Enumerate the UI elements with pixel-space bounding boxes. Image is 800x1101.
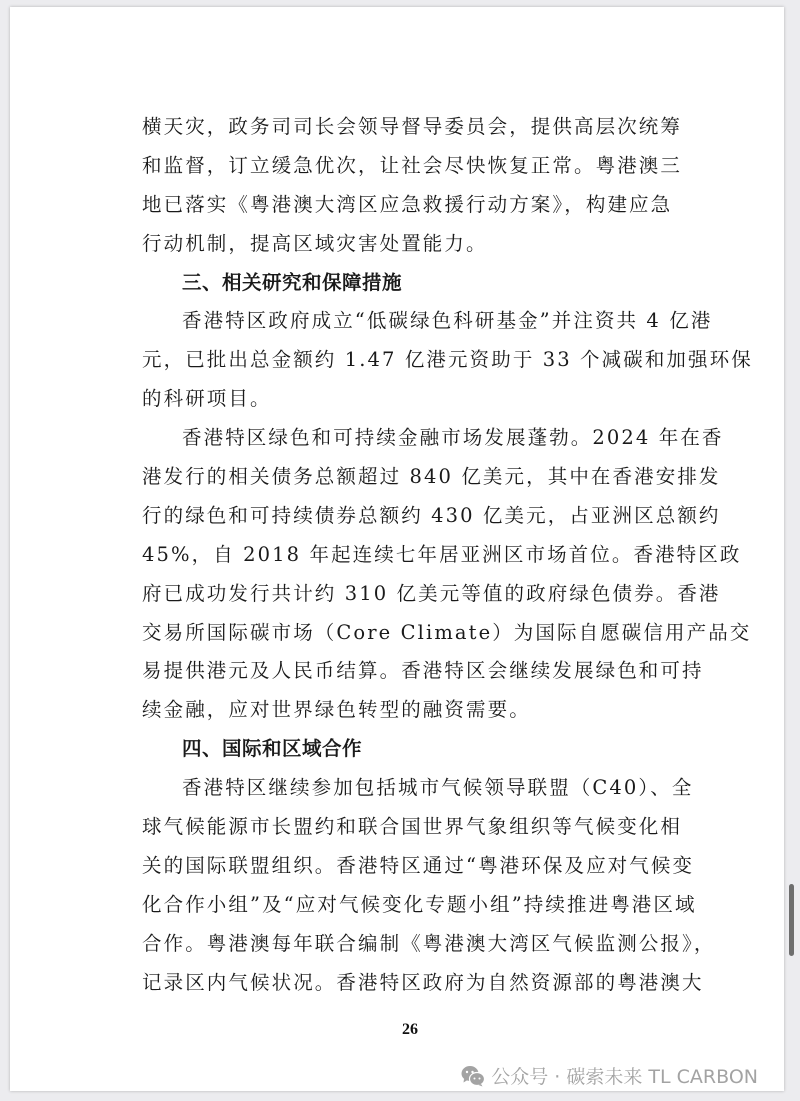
section-heading: 四、国际和区域合作 xyxy=(182,737,363,761)
text-line: 和监督，订立缓急优次，让社会尽快恢复正常。粤港澳三 xyxy=(142,153,683,177)
text-line: 合作。粤港澳每年联合编制《粤港澳大湾区气候监测公报》， xyxy=(142,931,716,955)
text-line: 续金融，应对世界绿色转型的融资需要。 xyxy=(142,698,531,722)
text-line: 横天灾，政务司司长会领导督导委员会，提供高层次统筹 xyxy=(142,115,683,138)
text-line: 行的绿色和可持续债券总额约 430 亿美元，占亚洲区总额约 xyxy=(142,503,721,527)
text-line: 交易所国际碳市场（Core Climate）为国际自愿碳信用产品交 xyxy=(142,620,752,644)
text-line: 行动机制，提高区域灾害处置能力。 xyxy=(142,231,488,255)
page-number: 26 xyxy=(402,1021,418,1038)
text-line: 港发行的相关债务总额超过 840 亿美元，其中在香港安排发 xyxy=(142,465,721,489)
text-line: 府已成功发行共计约 310 亿美元等值的政府绿色债券。香港 xyxy=(142,581,721,605)
text-line: 香港特区继续参加包括城市气候领导联盟（C40）、全 xyxy=(182,776,694,800)
text-line: 球气候能源市长盟约和联合国世界气象组织等气候变化相 xyxy=(142,815,683,839)
text-line: 的科研项目。 xyxy=(142,387,272,411)
text-line: 关的国际联盟组织。香港特区通过“粤港环保及应对气候变 xyxy=(142,853,695,877)
text-line: 化合作小组”及“应对气候变化专题小组”持续推进粤港区域 xyxy=(142,892,697,916)
text-line: 地已落实《粤港澳大湾区应急救援行动方案》，构建应急 xyxy=(142,192,673,216)
document-page xyxy=(10,7,784,1091)
section-heading: 三、相关研究和保障措施 xyxy=(182,270,403,294)
wechat-icon xyxy=(461,1065,485,1087)
scrollbar[interactable] xyxy=(789,884,794,956)
text-line: 易提供港元及人民币结算。香港特区会继续发展绿色和可持 xyxy=(142,659,704,683)
text-line: 香港特区绿色和可持续金融市场发展蓬勃。2024 年在香 xyxy=(182,426,724,450)
document-body xyxy=(142,108,753,1002)
text-line: 元，已批出总金额约 1.47 亿港元资助于 33 个减碳和加强环保 xyxy=(142,348,753,372)
text-line: 45%，自 2018 年起连续七年居亚洲区市场首位。香港特区政 xyxy=(142,542,742,566)
text-line: 香港特区政府成立“低碳绿色科研基金”并注资共 4 亿港 xyxy=(182,309,713,333)
text-line: 记录区内气候状况。香港特区政府为自然资源部的粤港澳大 xyxy=(142,970,704,994)
watermark xyxy=(461,1062,758,1089)
watermark-text: 公众号 · 碳索未来 TL CARBON xyxy=(491,1066,758,1088)
